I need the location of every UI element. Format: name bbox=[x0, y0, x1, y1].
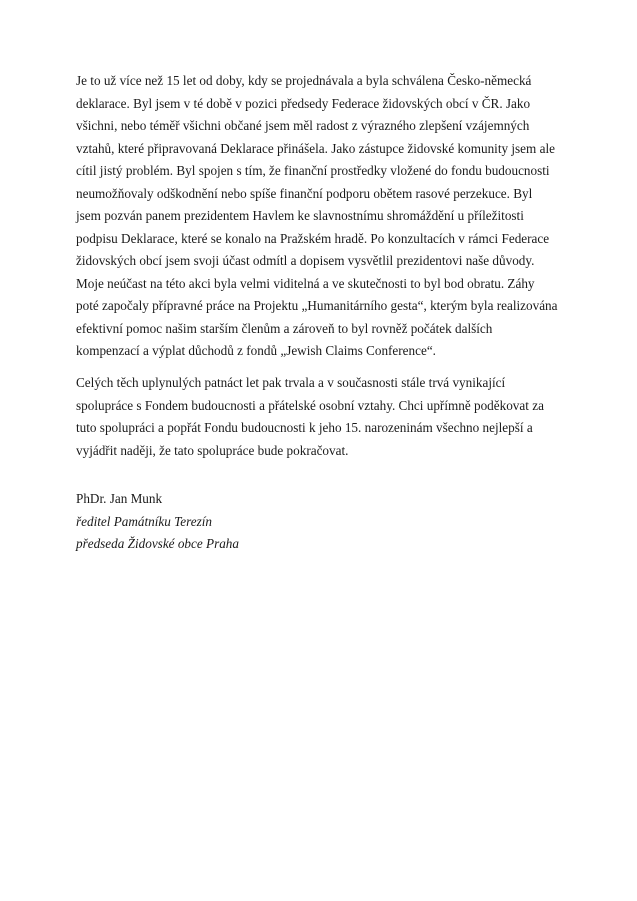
text-line: Je to už více než 15 let od doby, kdy se projednávala a byla schválena Česko-německá bbox=[76, 73, 532, 88]
text-line: deklarace. Byl jsem v té době v pozici předsedy Federace židovských obcí v ČR. Jako bbox=[76, 95, 531, 111]
text-line: židovských obcí jsem svoji účast odmítl a dopisem vysvětlil prezidentovi naše důvody. bbox=[76, 253, 535, 268]
text-line: vyjádřit naději, že tato spolupráce bude pokračovat. bbox=[76, 442, 349, 458]
text-line: jsem pozván panem prezidentem Havlem ke slavnostnímu shromáždění u příležitosti bbox=[76, 208, 524, 223]
paragraph-2 bbox=[76, 372, 576, 462]
text-line: všichni, nebo téměř všichni občané jsem měl radost z výrazného zlepšení vzájemných bbox=[76, 118, 530, 133]
text-line: neumožňovaly odškodnění nebo spíše finanční podporu obětem rasové perzekuce. Byl bbox=[76, 185, 533, 201]
signature-title-2: předseda Židovské obce Praha bbox=[76, 536, 239, 551]
text-line: efektivní pomoc našim starším členům a zároveň to byl rovněž počátek dalších bbox=[76, 320, 493, 336]
text-line: spolupráce s Fondem budoucnosti a přátelské osobní vztahy. Chci upřímně poděkovat za bbox=[76, 397, 544, 413]
text-line: poté započaly přípravné práce na Projektu „Humanitárního gesta“, kterým byla realizována bbox=[76, 298, 558, 313]
text-line: Celých těch uplynulých patnáct let pak trvala a v současnosti stále trvá vynikající bbox=[76, 375, 506, 390]
signature-title-1: ředitel Památníku Terezín bbox=[76, 513, 213, 529]
signature-block bbox=[76, 488, 576, 556]
text-line: cítil jistý problém. Byl spojen s tím, že finanční prostředky vložené do fondu budoucnosti bbox=[76, 163, 550, 178]
signature-name: PhDr. Jan Munk bbox=[76, 491, 163, 506]
text-line: vztahů, které připravovaná Deklarace přinášela. Jako zástupce židovské komunity jsem ale bbox=[76, 140, 555, 156]
text-line: kompenzací a výplat důchodů z fondů „Jewish Claims Conference“. bbox=[76, 343, 436, 358]
paragraph-1 bbox=[76, 70, 576, 363]
text-line: Moje neúčast na této akci byla velmi viditelná a ve skutečnosti to byl bod obratu. Záhy bbox=[76, 275, 535, 291]
text-line: podpisu Deklarace, které se konalo na Pražském hradě. Po konzultacích v rámci Federace bbox=[76, 230, 550, 246]
text-line: tuto spolupráci a popřát Fondu budoucnosti k jeho 15. narozeninám všechno nejlepší a bbox=[76, 420, 533, 435]
